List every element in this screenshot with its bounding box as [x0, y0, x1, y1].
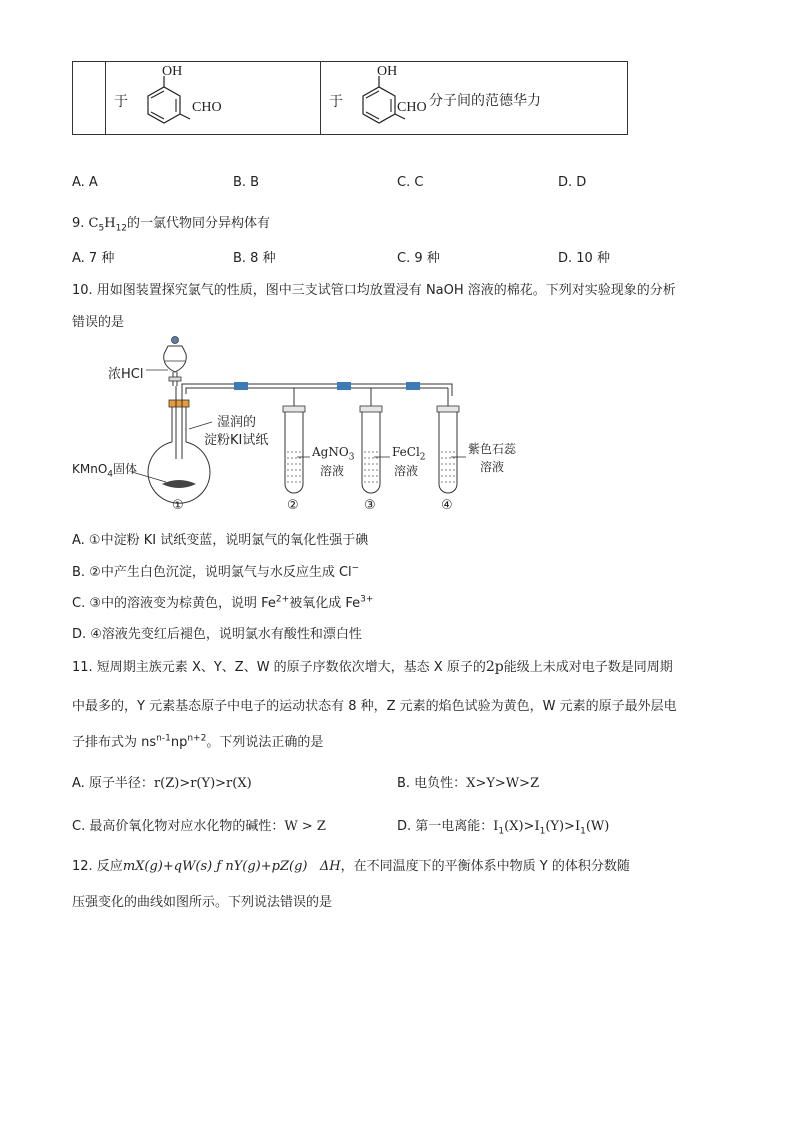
fecl2-solution-label: 溶液 [394, 464, 419, 478]
q11-line1-post: 能级上未成对电子数是同周期 [503, 660, 673, 675]
q11-line1-pre: 11. 短周期主族元素 X、Y、Z、W 的原子序数依次增大，基态 X 原子的 [72, 660, 486, 675]
q12-delta-h: ΔH [319, 859, 341, 874]
agno3-solution-label: 溶液 [320, 464, 345, 478]
cho-label: CHO [192, 100, 222, 115]
q11-b-pre: B. 电负性： [397, 776, 467, 791]
oh-label: OH [162, 64, 183, 79]
q10-option-b-sup: − [351, 563, 360, 574]
q11-stem-line1 [72, 656, 673, 675]
q11-c-pre: C. 最高价氧化物对应水化物的碱性： [72, 819, 285, 834]
q8-table-empty-cell [73, 62, 106, 135]
chlorine-apparatus-figure [72, 334, 542, 519]
q12-stem-line1 [72, 855, 630, 874]
q10-option-c-mid: 被氧化成 Fe [289, 596, 361, 611]
kmno4-text: KMnO [72, 462, 108, 476]
figure-num-2: ② [287, 498, 299, 513]
q11-d-y: (Y)> [545, 819, 575, 834]
q11-b-formula: X>Y>W>Z [466, 776, 540, 791]
q8-table-left-cell [106, 62, 321, 135]
q10-stem-line1: 10. 用如图装置探究氯气的性质，图中三支试管口均放置浸有 NaOH 溶液的棉花。下列对实验现象的分析 [72, 283, 676, 298]
q10-option-b [72, 561, 359, 580]
q11-option-c [72, 815, 326, 834]
litmus-label-line1: 紫色石蕊 [468, 442, 517, 456]
q10-option-c [72, 592, 373, 611]
q10-option-b-text: B. ②中产生白色沉淀，说明氯气与水反应生成 Cl [72, 565, 352, 580]
q9-text: 的一氯代物同分异构体有 [127, 216, 271, 231]
q9-formula-c: C [88, 216, 99, 231]
q11-sup1: n-1 [156, 733, 171, 744]
q10-option-a: A. ①中淀粉 KI 试纸变蓝，说明氯气的氧化性强于碘 [72, 533, 369, 548]
q11-sup2: n+2 [187, 733, 207, 744]
agno3-sub: 3 [348, 452, 355, 463]
q11-np: np [170, 735, 188, 750]
q8-table-right-cell [321, 62, 628, 135]
q9-sub1: 5 [98, 223, 105, 234]
q8-option-c: C. C [397, 175, 424, 190]
cho-label: CHO [397, 100, 427, 115]
fecl2-sub: 2 [419, 452, 426, 463]
q11-d-sub1: 1 [498, 826, 505, 837]
q9-formula-h: H [104, 216, 116, 231]
q11-stem-line3 [72, 731, 323, 750]
q9-option-b: B. 8 种 [233, 251, 276, 266]
figure-num-1: ① [172, 498, 184, 513]
left-prefix: 于 [114, 94, 128, 110]
q11-c-formula: W > Z [284, 819, 326, 834]
q10-option-c-text: C. ③中的溶液变为棕黄色，说明 Fe [72, 596, 276, 611]
q11-line3-post: 。下列说法正确的是 [206, 735, 324, 750]
q9-option-d: D. 10 种 [558, 251, 610, 266]
paper-label-line2: 淀粉KI试纸 [204, 433, 269, 448]
q12-post: ，在不同温度下的平衡体系中物质 Y 的体积分数随 [340, 859, 630, 874]
fecl2-text: FeCl [392, 445, 420, 459]
q9-stem [72, 212, 270, 234]
q11-d-sub3: 1 [580, 826, 586, 837]
apparatus-drawing [72, 334, 542, 519]
salicylaldehyde-structure-left [128, 64, 238, 132]
litmus-label-line2: 溶液 [480, 460, 505, 474]
q11-d-i1: I [493, 819, 499, 834]
q10-option-d: D. ④溶液先变红后褪色，说明氯水有酸性和漂白性 [72, 627, 362, 642]
right-prefix: 于 [329, 94, 343, 110]
q11-2p: 2p [485, 659, 504, 675]
q8-option-b: B. B [233, 175, 260, 190]
q12-equation: mX(g)+qW(s) ƒ nY(g)+pZ(g) [122, 859, 308, 874]
fecl2-label [392, 445, 426, 462]
kmno4-label [72, 460, 137, 479]
q11-d-w: (W) [585, 819, 610, 834]
q10-stem-line2: 错误的是 [72, 315, 125, 330]
q11-a-pre: A. 原子半径： [72, 776, 154, 791]
figure-num-3: ③ [364, 498, 376, 513]
q11-line3-pre: 子排布式为 ns [72, 735, 157, 750]
q11-d-sub2: 1 [539, 826, 546, 837]
q11-option-a [72, 772, 252, 791]
q12-stem-line2: 压强变化的曲线如图所示。下列说法错误的是 [72, 895, 333, 910]
q8-option-a: A. A [72, 175, 98, 190]
paper-label-line1: 湿润的 [217, 415, 257, 430]
agno3-text: AgNO [312, 445, 349, 459]
q11-d-i3: I [574, 819, 581, 834]
conc-hcl-label: 浓HCl [108, 367, 144, 382]
q8-table [72, 61, 628, 135]
q11-option-d [397, 815, 609, 837]
q9-option-c: C. 9 种 [397, 251, 440, 266]
q11-d-pre: D. 第一电离能： [397, 819, 494, 834]
q12-pre: 12. 反应 [72, 859, 123, 874]
q10-option-c-sup1: 2+ [275, 594, 290, 605]
q11-a-formula: r(Z)>r(Y)>r(X) [153, 776, 252, 791]
agno3-label [312, 445, 354, 462]
q8-option-d: D. D [558, 175, 587, 190]
q11-d-i2: I [534, 819, 540, 834]
q9-number: 9. [72, 216, 85, 231]
q11-d-x: (X)> [504, 819, 535, 834]
q10-option-c-sup2: 3+ [360, 594, 374, 605]
q11-option-b [397, 772, 539, 791]
figure-num-4: ④ [441, 498, 453, 513]
right-suffix: 分子间的范德华力 [429, 93, 541, 109]
q9-option-a: A. 7 种 [72, 251, 115, 266]
q11-stem-line2: 中最多的，Y 元素基态原子中电子的运动状态有 8 种，Z 元素的焰色试验为黄色，W 元素的原子最外层电 [72, 699, 677, 714]
q9-sub2: 12 [115, 223, 128, 234]
oh-label: OH [377, 64, 398, 79]
kmno4-tail: 固体 [113, 462, 138, 476]
kmno4-sub: 4 [107, 469, 114, 480]
